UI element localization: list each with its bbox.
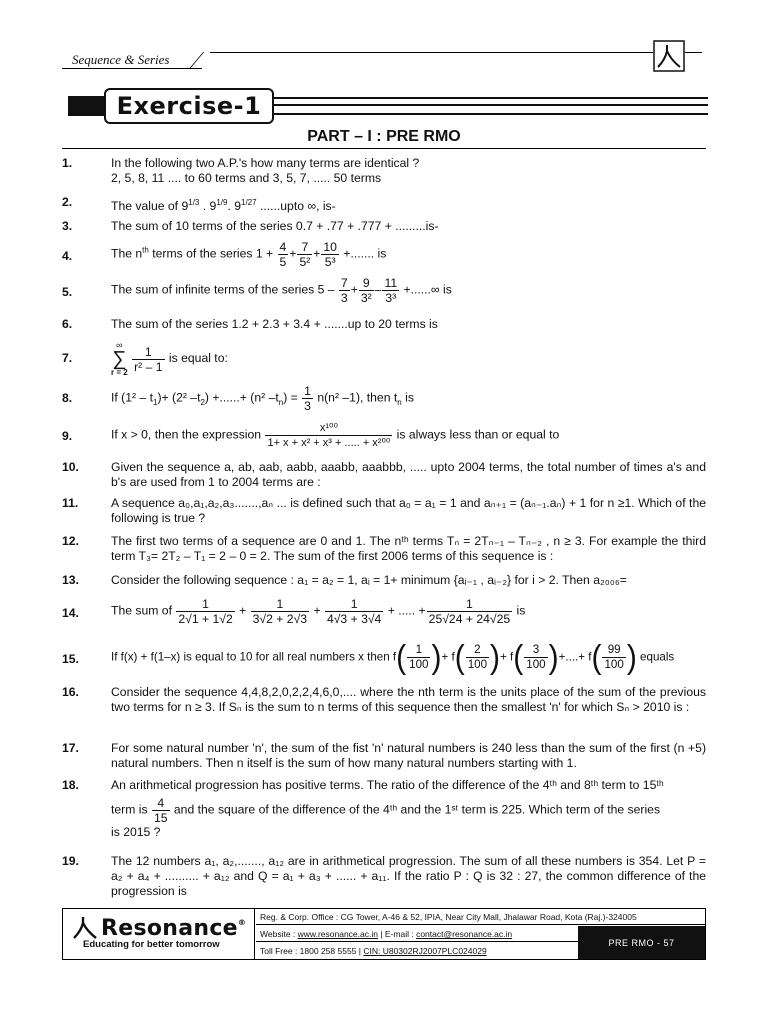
- exercise-banner-block: [68, 96, 108, 116]
- question-number: 14.: [62, 606, 79, 620]
- part-title: PART – I : PRE RMO: [307, 128, 461, 145]
- header-rule: [210, 52, 702, 53]
- resonance-mark-icon: [71, 915, 99, 941]
- question-number: 18.: [62, 778, 79, 792]
- question-number: 5.: [62, 285, 73, 299]
- header-slant-divider: [189, 52, 223, 69]
- question-number: 7.: [62, 351, 73, 365]
- question-text: For some natural number 'n', the sum of the fist 'n' natural numbers is 240 less than the sum of the first (n +5) natural numbers. Then n itself is the sum of how many natural numbers starting with 1.: [111, 741, 706, 770]
- question-text: A sequence a₀,a₁,a₂,a₃.......,aₙ ... is defined such that a₀ = a₁ = 1 and aₙ₊₁ = (aₙ₋₁.aₙ) + 1 for n ≥1. Which of the following is true ?: [111, 496, 706, 525]
- question-text: The first two terms of a sequence are 0 and 1. The nᵗʰ terms Tₙ = 2Tₙ₋₁ – Tₙ₋₂ , n ≥ 3. For example the third term T₃= 2T₂ – T₁ = 2 – 0 = 2. The sum of the first 2006 terms of this sequence is :: [111, 534, 706, 563]
- question-text: Consider the following sequence : a₁ = a₂ = 1, aᵢ = 1+ minimum {aᵢ₋₁ , aᵢ₋₂} for i > 2. Then a₂₀₀₆=: [111, 573, 627, 587]
- question-text: Given the sequence a, ab, aab, aabb, aaabb, aaabbb, ..... upto 2004 terms, the total number of times a's and b's are used from 1 to 2004 terms are :: [111, 460, 706, 489]
- question-number: 6.: [62, 317, 73, 331]
- question-text: An arithmetical progression has positive terms. The ratio of the difference of the 4ᵗʰ and 8ᵗʰ term to 15ᵗʰ term is $\frac{4}{15}$ and the square of the difference of the 4ᵗʰ and the 1ˢᵗ term is 225. Which term of the series is 2015 ?: [111, 778, 664, 839]
- section-title: Sequence & Series: [72, 52, 170, 67]
- office-address: Reg. & Corp. Office : CG Tower, A-46 & 52, IPIA, Near City Mall, Jhalawar Road, Kota (Raj.)-324005: [256, 909, 705, 925]
- question-number: 9.: [62, 429, 73, 443]
- question-text: If f(x) + f(1–x) is equal to 10 for all real numbers x then f( $\frac{1}{100}$ )+ f( $\frac{2}{100}$ )+ f( $\frac{3}{100}$ )+....+ f( $\frac{99}{100}$ ) equals: [111, 638, 675, 676]
- question-number: 4.: [62, 249, 73, 263]
- question-text: If $(1^2 - t_1)+ (2^2$ $-t_2$) +......+ (n² $-t_n$) = $\frac{1}{3}$ n(n² –1), then $t_n$ is: [111, 384, 414, 413]
- question-text: The $n^{th}$ terms of the series 1 + $\frac{4}{5}$ + $\frac{7}{\text{5²}}$ + $\frac{10}{\text{5³}}$ +....... is: [111, 240, 387, 269]
- part-rule: [62, 148, 706, 149]
- question-number: 12.: [62, 534, 79, 548]
- header-underline: [62, 68, 202, 69]
- question-text: ∞ ∑ r = 2 $\frac{1}{\text{r² – 1}}$ is equal to:: [111, 340, 228, 377]
- footer-logo: [63, 909, 255, 959]
- tollfree-line: Toll Free : 1800 258 5555 | CIN: U80302RJ2007PLC024029: [260, 946, 487, 956]
- page-header: [62, 44, 702, 74]
- question-text-line2: 2, 5, 8, 11 .... to 60 terms and 3, 5, 7, ..... 50 terms: [111, 171, 382, 185]
- page-number: PRE RMO - 57: [578, 926, 705, 959]
- question-text: The 12 numbers a₁, a₂,......., a₁₂ are in arithmetical progression. The sum of all these numbers is 354. Let P = a₂ + a₄ + .......... + a₁₂ and Q = a₁ + a₃ + ...... + a₁₁. If the ratio P : Q is 32 : 27, the common difference of the progression is: [111, 854, 706, 898]
- question-text: Consider the sequence 4,4,8,2,0,2,2,4,6,0,.... where the nth term is the units place of the sum of the previous two terms for n ≥ 3. If Sₙ is the sum to n terms of this sequence then the smallest 'n' for which Sₙ > 2010 is :: [111, 685, 706, 714]
- question-text: The sum of 10 terms of the series 0.7 + .77 + .777 + .........is-: [111, 219, 439, 233]
- question-text: The value of $9^{1/3}$ . $9^{1/9}$. $9^{1/27}$ ......upto ∞, is-: [111, 198, 336, 214]
- question-text: If x > 0, then the expression $\frac{\text{x¹⁰⁰}}{\text{1+ x + x² + x³ + ..... + x²⁰⁰}}$ is always less than or equal to: [111, 422, 560, 449]
- exercise-banner-lines: [274, 97, 708, 115]
- question-number: 17.: [62, 741, 79, 755]
- question-text: In the following two A.P.'s how many terms are identical ?: [111, 156, 420, 170]
- cin-text: CIN: U80302RJ2007PLC024029: [363, 946, 487, 956]
- question-number: 2.: [62, 195, 73, 209]
- brand-name: Resonance®: [101, 916, 247, 941]
- question-number: 16.: [62, 685, 79, 699]
- contact-line: Website : www.resonance.ac.in | E-mail : contact@resonance.ac.in: [256, 926, 578, 942]
- question-number: 11.: [62, 496, 79, 510]
- question-number: 1.: [62, 156, 73, 170]
- question-text: The sum of $\frac{1}{2√1 + 1√2}$ + $\frac{1}{3√2 + 2√3}$ + $\frac{1}{4√3 + 3√4}$ + ..... + $\frac{1}{25√24 + 24√25}$ is: [111, 597, 526, 626]
- exercise-title: Exercise-1: [104, 88, 274, 124]
- resonance-logo-icon: [653, 40, 685, 72]
- exercise-banner: [68, 92, 708, 120]
- question-number: 19.: [62, 854, 79, 868]
- question-text: The sum of infinite terms of the series 5 – $\frac{7}{3}$ + $\frac{9}{\text{3²}}$ – $\frac{11}{\text{3³}}$ +......∞ is: [111, 276, 452, 305]
- question-number: 3.: [62, 219, 73, 233]
- brand-tagline: Educating for better tomorrow: [83, 939, 220, 950]
- question-number: 13.: [62, 573, 79, 587]
- question-text: The sum of the series 1.2 + 2.3 + 3.4 + .......up to 20 terms is: [111, 317, 438, 331]
- question-number: 10.: [62, 460, 79, 474]
- question-number: 8.: [62, 391, 73, 405]
- email-link[interactable]: contact@resonance.ac.in: [416, 929, 513, 939]
- website-link[interactable]: www.resonance.ac.in: [297, 929, 378, 939]
- question-number: 15.: [62, 652, 79, 666]
- summation: ∞ ∑ r = 2: [111, 340, 128, 377]
- page-footer: [62, 908, 706, 960]
